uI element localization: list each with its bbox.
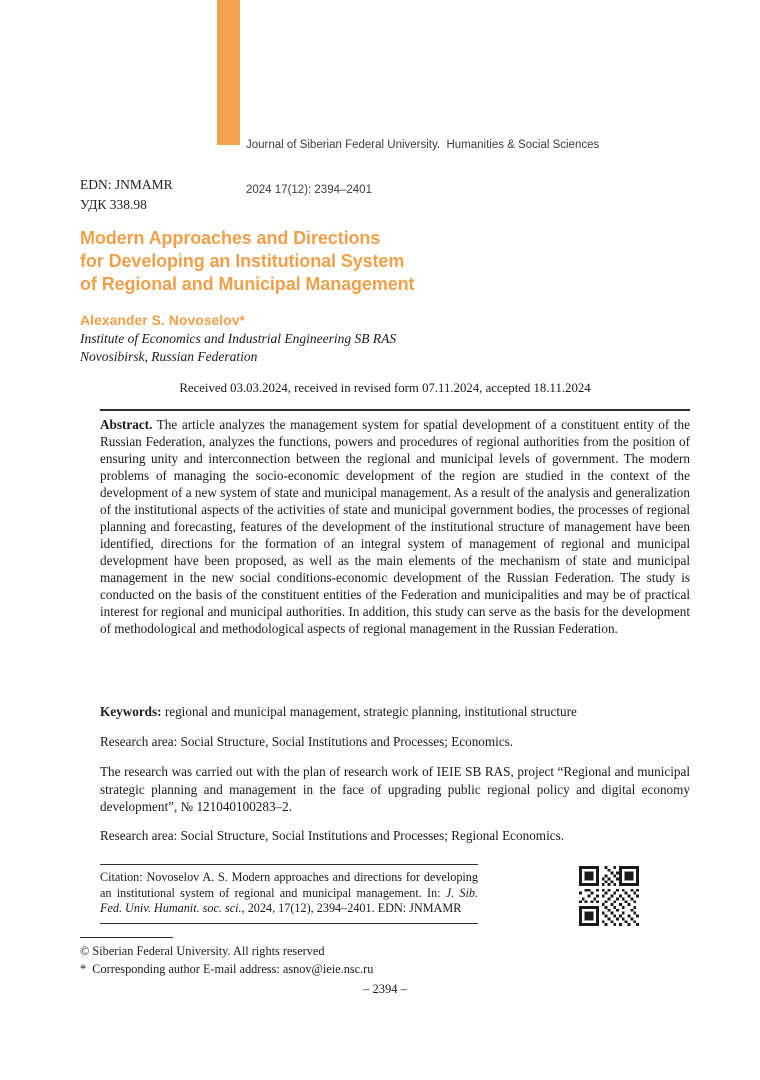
research-area-secondary: Research area: Social Structure, Social Institutions and Processes; Regional Economics. [100, 828, 565, 843]
abstract-section [100, 409, 690, 637]
article-identifiers [80, 175, 173, 215]
author-name: Alexander S. Novoselov* [80, 312, 245, 328]
corresponding-author-note: * Corresponding author E-mail address: asnov@ieie.nsc.ru [80, 962, 374, 976]
keywords-text: regional and municipal management, strategic planning, institutional structure [161, 704, 577, 719]
journal-issue: 2024 17(12): 2394–2401 [246, 184, 372, 196]
affiliation-city: Novosibirsk, Russian Federation [80, 348, 258, 364]
title-line-1: Modern Approaches and Directions [80, 228, 381, 248]
qr-code [579, 866, 639, 926]
title-line-2: for Developing an Institutional System [80, 251, 405, 271]
abstract-text: The article analyzes the management system for spatial development of a constituent entity of the Russian Federation, analyzes the functions, powers and procedures of regional authorities from the position of ensuring unity and interconnection between the regional and municipal levels of government. The modern problems of managing the socio-economic development of the region are studied in the context of the development of a new system of state and municipal management. As a result of the analysis and generalization of the institutional aspects of the activities of state and municipal government bodies, the processes of regional planning and forecasting, features of the development of the institutional structure of management have been identified, directions for the formation of an integral system of management of regional and municipal development have been proposed, as well as the main elements of the mechanism of state and municipal management in the new social conditions-economic development of the Russian Federation. The study is conducted on the basis of the constituent entities of the Federation and municipalities and may be of practical interest for regional and municipal authorities. In addition, this study can serve as the basis for the development of methodological and methodological aspects of regional management in the Russian Federation. [100, 417, 690, 636]
udk-code: УДК 338.98 [80, 197, 147, 212]
affiliation-institute: Institute of Economics and Industrial Engineering SB RAS [80, 331, 397, 346]
accent-color-block [217, 0, 240, 145]
keywords-label: Keywords: [100, 704, 162, 719]
article-title [80, 227, 640, 296]
citation-journal-abbrev: J. Sib. Fed. Univ. Humanit. soc. sci., [100, 885, 479, 915]
journal-name: Journal of Siberian Federal University. Humanities & Social Sciences [246, 139, 600, 151]
citation-suffix: 2024, 17(12), 2394–2401. EDN: JNMAMR [244, 901, 462, 915]
footnote-divider [80, 937, 173, 938]
citation-prefix: Citation: Novoselov A. S. Modern approaches and directions for developing an institutional system of regional and municipal management. In: [100, 870, 478, 900]
copyright-notice: © Siberian Federal University. All rights reserved [80, 944, 325, 958]
author-affiliation [80, 330, 396, 365]
edn-code: EDN: JNMAMR [80, 177, 173, 192]
received-dates: Received 03.03.2024, received in revised form 07.11.2024, accepted 18.11.2024 [179, 381, 591, 395]
citation-block [100, 864, 478, 924]
abstract-label: Abstract. [100, 417, 153, 432]
page-number: – 2394 – [363, 982, 407, 996]
journal-header [246, 108, 726, 228]
title-line-3: of Regional and Municipal Management [80, 274, 415, 294]
research-area-primary: Research area: Social Structure, Social Institutions and Processes; Economics. [100, 734, 514, 749]
funding-statement: The research was carried out with the plan of research work of IEIE SB RAS, project “Regional and municipal strategic planning and management in the face of upgrading public regional policy and digital economy development”, № 121040100283–2. [100, 764, 690, 814]
keywords-section [100, 704, 690, 720]
